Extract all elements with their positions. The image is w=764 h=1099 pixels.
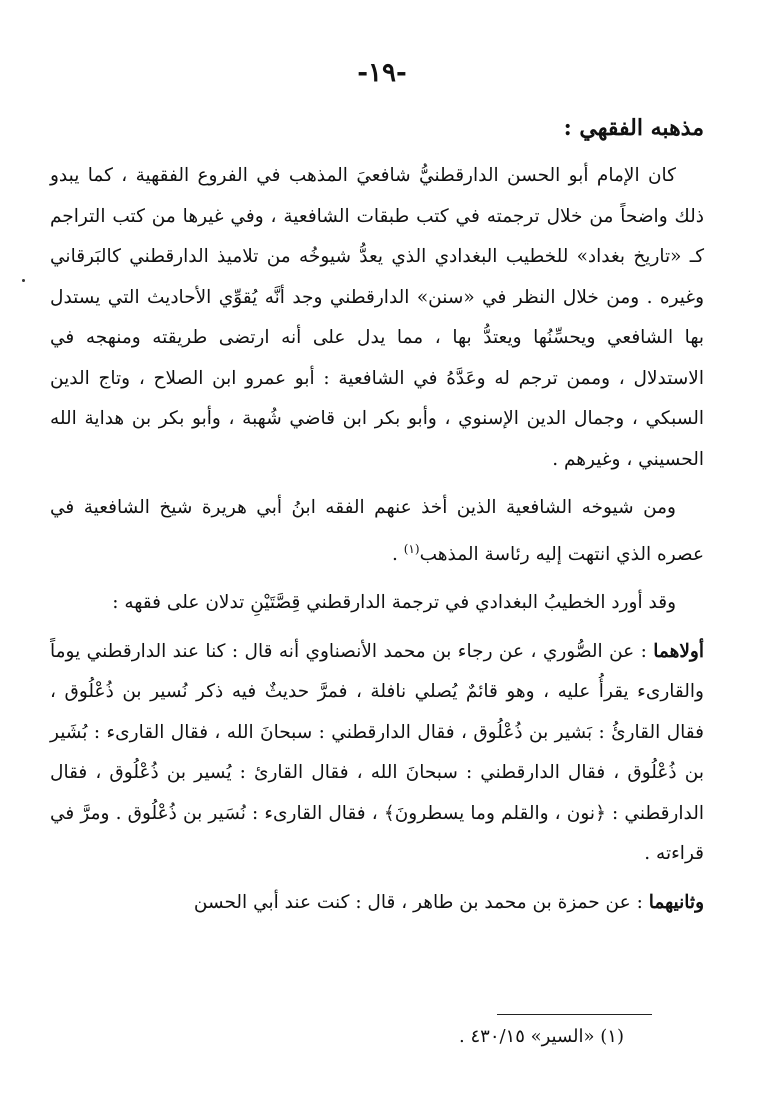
footnote-divider [497,1014,652,1015]
paragraph-first-story [50,632,704,875]
footnote-reference: (١) [403,541,420,556]
main-text [50,110,704,931]
paragraph-stories-intro: وقد أورد الخطيبُ البغدادي في ترجمة الدارقطني قِصَّتَيْنِ تدلان على فقهه : [112,592,676,614]
margin-dot [22,279,25,282]
section-heading: مذهبه الفقهي : [563,115,704,141]
paragraph-teachers [50,488,704,575]
paragraph-madhhab: كان الإمام أبو الحسن الدارقطنيُّ شافعيَ المذهب في الفروع الفقهية ، كما يبدو ذلك واضحاً من خلال ترجمته في كتب طبقات الشافعية ، وفي غيرها من كتب التراجم كـ «تاريخ بغداد» للخطيب البغدادي الذي يعدُّ شيوخُه من تلاميذ الدارقطني كالبَرقاني وغيره . ومن خلال النظر في «سنن» الدارقطني وجد أنَّه يُقوِّي الأحاديث التي يستدل بها الشافعي ويحسِّنُها ويعتدُّ بها ، مما يدل على أنه ارتضى طريقته ومنهجه في الاستدلال ، وممن ترجم له وعَدَّهُ في الشافعية : أبو عمرو ابن الصلاح ، وتاج الدين السبكي ، وجمال الدين الإسنوي ، وأبو بكر ابن قاضي شُهبة ، وأبو بكر بن هداية الله الحسيني ، وغيرهم . [50,165,704,470]
paragraph-second-story [50,883,704,924]
page-number: -١٩- [357,58,407,88]
second-story-text: : عن حمزة بن محمد بن طاهر ، قال : كنت عند أبي الحسن [193,891,649,913]
paragraph-teachers-end: . [391,543,404,565]
paragraph-teachers-text: ومن شيوخه الشافعية الذين أخذ عنهم الفقه ابنُ أبي هريرة شيخ الشافعية في عصره الذي انتهت إليه رئاسة المذهب [50,497,704,565]
footnote: (١) «السير» ٤٣٠/١٥ . [459,1026,624,1047]
first-story-lead: أولاهما [653,640,704,662]
first-story-text: : عن الصُّوري ، عن رجاء بن محمد الأنصناوي أنه قال : كنا عند الدارقطني يوماً والقارىء يقرأُ عليه ، وهو قائمٌ يُصلي نافلة ، فمرَّ حديثٌ فيه ذكر نُسير بن ذُعْلُوق ، فقال القارئُ : بَشير بن ذُعْلُوق ، فقال الدارقطني : سبحانَ الله ، فقال القارىء : بُشَير بن ذُعْلُوق ، فقال الدارقطني : سبحانَ الله ، فقال القارئ : يُسير بن ذُعْلُوق ، فقال الدارقطني : ﴿نون ، والقلم وما يسطرونَ﴾ ، فقال القارىء : نُسَير بن ذُعْلُوق . ومرَّ في قراءته . [50,640,704,865]
second-story-lead: وثانيهما [648,891,704,913]
